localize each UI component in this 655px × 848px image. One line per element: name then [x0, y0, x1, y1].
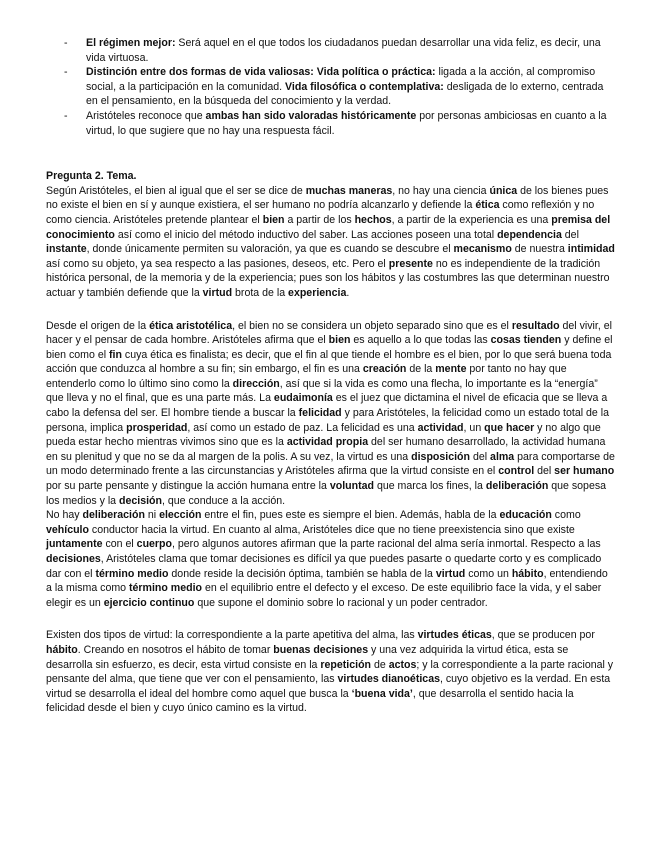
paragraph — [46, 184, 615, 301]
bold-term: repetición — [320, 658, 372, 671]
text-run: para comportarse de un modo determinado frente a las circunstancias y Aristóteles afirma que la virtud consiste en el — [46, 450, 615, 478]
text-run: y no algo que pueda estar hecho mientras vivimos sino que es la — [46, 421, 601, 449]
bold-term: presente — [388, 257, 433, 270]
text-run: y una vez adquirida la virtud ética, esta se desarrolla sin esfuerzo, es decir, esta virtud consiste en la — [46, 643, 569, 671]
text-run: Será aquel en el que todos los ciudadanos puedan desarrollar una vida feliz, es decir, una vida virtuosa. — [86, 37, 601, 64]
bold-term: El régimen mejor: — [86, 37, 176, 49]
text-run: desligada de lo externo, centrada en el pensamiento, en la búsqueda del conocimiento y la verdad. — [86, 80, 604, 108]
dash-bullet: - — [64, 66, 68, 79]
text-run: como — [551, 509, 581, 522]
text-run: por su parte pensante y distingue la acción humana entre la — [46, 480, 330, 493]
bold-term: ética — [475, 199, 500, 212]
bold-term: alma — [490, 450, 515, 463]
bold-term: eudaimonía — [273, 392, 333, 405]
bold-term: control — [498, 465, 535, 478]
bold-term: mente — [435, 363, 467, 376]
bold-term: ejercicio continuo — [103, 596, 195, 609]
bold-term: Vida filosófica o contemplativa: — [285, 80, 444, 93]
bullet-text — [86, 37, 601, 64]
text-run: que supone el dominio sobre lo racional y un poder centrador. — [194, 596, 488, 609]
bullet-item — [46, 65, 615, 109]
text-run: , donde únicamente permiten su valoración, ya que es cuando se descubre el — [86, 243, 454, 256]
bold-term: dependencia — [497, 228, 562, 241]
bold-term: término medio — [129, 582, 203, 595]
text-run: conductor hacia la virtud. En cuanto al alma, Aristóteles dice que no tiene preexistencia sino que existe — [88, 523, 575, 536]
bold-term: bien — [328, 334, 351, 347]
bullet-item — [46, 36, 615, 65]
bold-term: decisión — [119, 494, 162, 507]
bold-term: ambas han sido valoradas históricamente — [205, 109, 417, 122]
bold-term: intimidad — [567, 243, 615, 256]
bold-term: creación — [362, 363, 407, 376]
text-run: del ser humano desarrollado, la actividad humana en su plenitud y que no se da al margen de la polis. A su vez, la virtud es una — [46, 436, 606, 463]
text-run: ; y la correspondiente a la parte racional y pensante del alma, que tiene que ver con el pensamiento, las — [46, 658, 614, 686]
text-run: del vivir, el hacer y el pensar de cada hombre. Aristóteles afirma que el — [46, 319, 612, 347]
bold-term: buenas decisiones — [273, 643, 369, 656]
text-run: , así que si la vida es como una flecha, lo importante es la “energía” que lleva y no el final, que es una parte más. La — [46, 377, 598, 405]
bold-term: disposición — [411, 450, 471, 463]
bold-term: ‘buena vida’ — [351, 687, 413, 700]
text-run: brota de la — [232, 286, 289, 299]
text-run: así como su objeto, ya sea respecto a las pasiones, deseos, etc. Pero el — [46, 257, 389, 270]
bold-term: dirección — [232, 377, 280, 390]
text-run: , entendiendo a la misma como — [46, 567, 608, 595]
text-run: ligada a la acción, al compromiso social, a la participación en la comunidad. — [86, 66, 596, 93]
bold-term: prosperidad — [126, 421, 188, 434]
bold-term: decisiones — [46, 553, 101, 565]
text-run: que marca los fines, la — [374, 480, 486, 493]
text-run: que sopesa los medios y la — [46, 480, 607, 507]
text-run: , que se producen por — [491, 629, 595, 642]
text-run: cuya ética es finalista; es decir, que el fin al que tiende el hombre es el bien, por lo que será buena toda acción que conduzca al hombre a su fin; sin embargo, el fin es una — [46, 348, 612, 376]
bold-term: voluntad — [329, 480, 374, 493]
text-run: entre el fin, pues este es siempre el bien. Además, habla de la — [201, 509, 500, 522]
bullet-item — [46, 109, 615, 138]
text-run: de nuestra — [511, 243, 568, 256]
text-run: Existen dos tipos de virtud: la correspondiente a la parte apetitiva del alma, las — [46, 629, 418, 642]
text-run: de los bienes pues no existe el bien en sí y aunque existiera, el ser humano no podría alcanzarlo y defiende la — [46, 184, 609, 212]
bold-term: vehículo — [46, 523, 89, 536]
bold-term: Distinción entre dos formas de vida valiosas: — [86, 66, 314, 79]
text-run: , el bien no se considera un objeto separado sino que es el — [232, 319, 512, 332]
text-run: , no hay una ciencia — [392, 184, 490, 197]
bold-term: hábito — [46, 643, 78, 656]
bold-term: mecanismo — [453, 243, 512, 256]
text-run: . Creando en nosotros el hábito de tomar — [77, 643, 274, 656]
paragraph — [46, 508, 615, 610]
text-run: es aquello a lo que todas las — [350, 334, 491, 347]
text-run: , Aristóteles clama que tomar decisiones es difícil ya que puedes pasarte o quedarte corto y es complicado dar con el — [46, 553, 602, 580]
bold-term: hábito — [511, 567, 544, 580]
text-run: por personas ambiciosas en cuanto a la virtud, lo que sugiere que no hay una respuesta fácil. — [86, 109, 607, 137]
section-heading: Pregunta 2. Tema. — [46, 170, 137, 183]
bold-term: juntamente — [46, 538, 103, 551]
bold-term: deliberación — [485, 480, 549, 493]
bold-term: cuerpo — [136, 538, 172, 551]
text-run: , un — [463, 421, 485, 434]
bold-term: única — [489, 184, 518, 197]
text-run: donde reside la decisión óptima, también se habla de la — [168, 567, 436, 580]
text-run: Desde el origen de la — [46, 319, 150, 332]
bold-term: virtud — [435, 567, 466, 580]
text-run: No hay — [46, 509, 83, 522]
text-run: y para Aristóteles, la felicidad como un estado total de la persona, implica — [46, 407, 609, 434]
text-run: , cuyo objetivo es la verdad. En esta virtud se desarrolla el ideal del hombre como aquel que busca la — [46, 673, 611, 700]
text-run: Aristóteles reconoce que — [86, 109, 206, 122]
bold-term: bien — [262, 213, 285, 226]
bold-term: actividad — [417, 421, 464, 434]
text-run: en el equilibrio entre el defecto y el exceso. De este equilibrio face la vida, y el saber elegir es un — [46, 582, 602, 609]
text-run: con el — [102, 538, 137, 551]
text-run: no es independiente de la tradición histórica personal, de la memoria y de la experiencia; pues son los hábitos y las costumbres las que determinan nuestro actuar y también defiende que la — [46, 257, 610, 299]
text-run: ni — [144, 509, 160, 522]
bold-term: virtudes éticas — [417, 629, 492, 642]
dash-bullet: - — [64, 109, 68, 122]
bullet-list — [46, 36, 615, 138]
bold-term: hechos — [354, 213, 392, 226]
bold-term: muchas maneras — [305, 184, 393, 197]
text-run: como un — [465, 567, 512, 580]
bold-term: actos — [388, 658, 417, 671]
text-run: de la — [406, 363, 436, 376]
bold-term: elección — [159, 509, 202, 522]
bullet-text — [86, 110, 607, 137]
bold-term: cosas tienden — [490, 334, 562, 347]
text-run: , que desarrolla el sentido hacia la felicidad desde el bien y cuyo único camino es la virtud. — [46, 687, 574, 715]
text-run: , pero algunos autores afirman que la parte racional del alma sería inmortal. Respecto a las — [172, 538, 601, 551]
bold-term: educación — [499, 509, 552, 522]
bullet-text — [86, 66, 603, 107]
bold-term: virtudes dianoéticas — [337, 673, 440, 686]
text-run: , que conduce a la acción. — [162, 494, 286, 507]
dash-bullet: - — [64, 37, 68, 49]
bold-term: que hacer — [484, 421, 535, 434]
text-run: de — [371, 658, 389, 671]
text-run: es el juez que dictamina el nivel de eficacia que se lleva a cabo la defensa del ser. El hombre tiende a buscar la — [46, 392, 608, 420]
text-run: y define el bien como el — [46, 334, 613, 361]
bold-term: deliberación — [82, 509, 145, 522]
text-run: así como el inicio del método inductivo del saber. Las acciones poseen una total — [114, 228, 498, 241]
bold-term: felicidad — [298, 407, 342, 420]
text-run: como reflexión y no como ciencia. Aristóteles pretende plantear el — [46, 199, 595, 226]
bold-term: Vida política o práctica: — [316, 66, 436, 79]
text-run: , así como un estado de paz. La felicidad es una — [187, 421, 418, 434]
text-run: del — [534, 465, 555, 478]
paragraph — [46, 628, 615, 716]
text-run: Según Aristóteles, el bien al igual que el ser se dice de — [46, 184, 306, 197]
bold-term: actividad propia — [286, 436, 369, 449]
bold-term: resultado — [511, 319, 560, 332]
bold-term: instante — [46, 243, 87, 256]
text-run: a partir de los — [284, 213, 355, 226]
bold-term: término medio — [95, 567, 169, 580]
text-run: del — [561, 228, 579, 241]
text-run: del — [470, 450, 491, 463]
bold-term: virtud — [202, 286, 233, 299]
text-run: , a partir de la experiencia es una — [391, 213, 552, 226]
paragraph — [46, 319, 615, 509]
text-run: . — [346, 286, 350, 299]
text-run: por tanto no hay que entenderlo como lo último sino como la — [46, 363, 567, 390]
bold-term: fin — [109, 348, 122, 361]
bold-term: ser humano — [554, 465, 615, 478]
bold-term: experiencia — [288, 286, 347, 299]
bold-term: premisa del conocimiento — [46, 213, 611, 241]
bold-term: ética aristotélica — [149, 319, 233, 332]
